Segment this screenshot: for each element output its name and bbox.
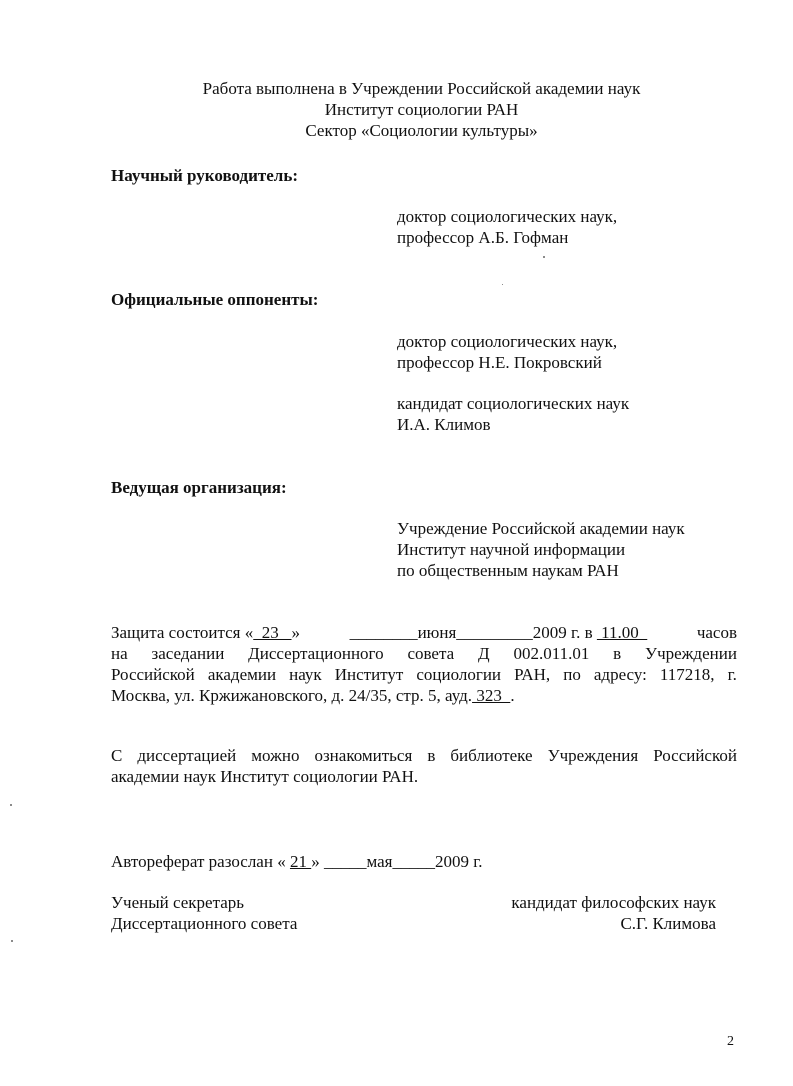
word: Российской [653,746,737,765]
word: в [427,746,436,765]
scan-speck [10,804,12,806]
word: по [563,665,581,684]
opponent-2-name: И.А. Климов [397,415,491,434]
secretary-name: С.Г. Климова [620,914,716,933]
secretary-title: Ученый секретарь [111,893,245,912]
word: Институт [334,665,404,684]
distribution-year: 2009 г. [434,852,483,871]
defense-line-3 [111,664,737,685]
defense-address: Москва, ул. Кржижановского, д. 24/35, стр. 5, ауд. [111,686,473,705]
secretary-council: Диссертационного совета [111,914,298,933]
leading-org-line-1: Учреждение Российской академии наук [397,519,685,538]
opponent-1-name: профессор Н.Е. Покровский [397,353,602,372]
opponent-2-block [397,393,629,435]
word: Д [478,644,490,663]
library-line-2: академии наук Институт социологии РАН. [111,767,419,786]
leading-org-line-2: Институт научной информации [397,540,626,559]
word: ознакомиться [314,746,413,765]
word: в [613,644,622,663]
word: академии [207,665,277,684]
word: заседании [151,644,225,663]
defense-hours-word: часов [696,623,737,642]
defense-day: 23 [253,623,292,642]
word: адресу: [593,665,647,684]
leading-org-block [397,518,685,581]
scan-speck [11,940,13,942]
postal-code: 117218, [659,665,715,684]
page-number: 2 [727,1034,734,1049]
word: можно [251,746,300,765]
defense-line-2 [111,643,737,664]
word: социологии [416,665,502,684]
opponent-1-block [397,331,617,373]
secretary-signature-block [436,892,716,934]
word: Учреждения [547,746,639,765]
word: наук [289,665,322,684]
distribution-line: Автореферат разослан « 21 » _____мая_____2009 г. [111,852,483,871]
header-line-1: Работа выполнена в Учреждении Российской академии наук [202,79,641,98]
defense-line-1 [111,622,737,643]
word: С [111,746,123,765]
defense-date-prefix: Защита состоится « 23 » [111,623,301,642]
word: Российской [111,665,195,684]
defense-room: 323 [472,686,511,705]
header-line-3: Сектор «Социологии культуры» [305,121,538,140]
opponent-1-degree: доктор социологических наук, [397,332,618,351]
institution-header [0,78,793,141]
opponent-2-degree: кандидат социологических наук [397,394,630,413]
supervisor-name: профессор А.Б. Гофман [397,228,569,247]
defense-time: 11.00 [596,623,648,642]
word: библиотеке [450,746,533,765]
secretary-title-block [111,892,297,934]
council-code: 002.011.01 [513,644,590,663]
word: РАН, [514,665,551,684]
distribution-day: 21 [289,852,312,871]
word: на [111,644,128,663]
leading-org-line-3: по общественным наукам РАН [397,561,619,580]
library-paragraph [111,745,737,787]
leading-org-heading: Ведущая организация: [111,478,287,497]
supervisor-degree: доктор социологических наук, [397,207,618,226]
word: Диссертационного [248,644,384,663]
defense-month-year: ________июня_________2009 г. в 11.00 [349,623,648,642]
scan-speck [543,256,545,258]
word: совета [407,644,455,663]
defense-month: ________июня_________ [349,623,533,642]
defense-paragraph [111,622,737,706]
opponents-heading: Официальные оппоненты: [111,290,319,309]
scan-speck [502,284,503,285]
supervisor-heading: Научный руководитель: [111,166,298,185]
word: диссертацией [137,746,237,765]
library-line-1 [111,745,737,766]
distribution-month: _____мая_____ [323,852,435,871]
word: г. [727,665,737,684]
header-line-2: Институт социологии РАН [324,100,519,119]
secretary-degree: кандидат философских наук [511,893,716,912]
defense-line-4: Москва, ул. Кржижановского, д. 24/35, стр. 5, ауд. 323 . [111,686,515,705]
supervisor-block [397,206,617,248]
word: Учреждении [645,644,737,663]
